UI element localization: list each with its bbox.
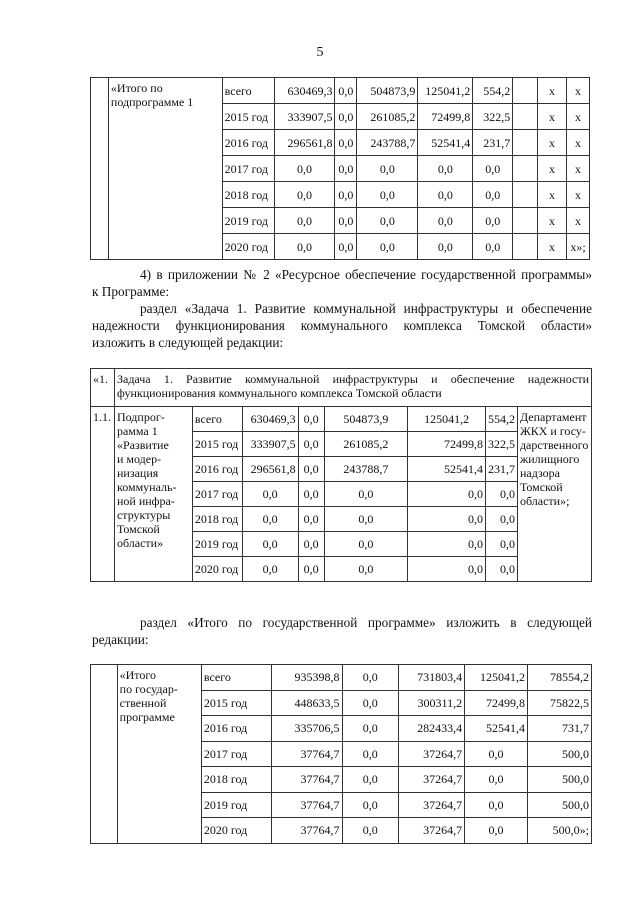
text-line: коммуналь- xyxy=(116,480,177,494)
value-cell: x xyxy=(538,130,567,156)
value-cell: 37764,7 xyxy=(272,741,342,767)
value-cell: 0,0 xyxy=(485,507,517,532)
period-cell: всего xyxy=(192,407,242,432)
text-line: области»; xyxy=(519,494,570,508)
value-cell: 0,0 xyxy=(408,482,486,507)
value-cell: 0,0 xyxy=(335,104,357,130)
value-cell: 125041,2 xyxy=(408,407,486,432)
text-line: редакции: xyxy=(92,632,149,647)
text-line: Подпрог- xyxy=(116,410,165,424)
value-cell xyxy=(513,234,538,260)
value-cell: 0,0 xyxy=(473,156,513,182)
value-cell: 0,0 xyxy=(465,818,528,844)
value-cell: 0,0 xyxy=(298,432,324,457)
value-cell: 322,5 xyxy=(485,432,517,457)
value-cell: 0,0 xyxy=(335,130,357,156)
text-line: Департамент xyxy=(519,410,587,424)
value-cell: 0,0 xyxy=(335,156,357,182)
text-line: ЖКХ и госу- xyxy=(519,424,586,438)
value-cell: 0,0 xyxy=(324,532,408,557)
value-cell: 333907,5 xyxy=(274,104,335,130)
text-line: жилищного xyxy=(519,452,580,466)
value-cell: x xyxy=(538,78,567,104)
value-cell: 0,0 xyxy=(298,532,324,557)
value-cell: 0,0 xyxy=(342,665,398,691)
value-cell: 0,0 xyxy=(357,208,418,234)
executor-cell xyxy=(517,407,591,582)
value-cell: 0,0 xyxy=(298,557,324,582)
period-cell: 2020 год xyxy=(201,818,271,844)
value-cell: 0,0 xyxy=(242,532,298,557)
period-cell: 2018 год xyxy=(222,182,274,208)
value-cell: 261085,2 xyxy=(324,432,408,457)
value-cell: 0,0 xyxy=(298,457,324,482)
value-cell: 0,0 xyxy=(357,156,418,182)
value-cell: 52541,4 xyxy=(465,716,528,742)
value-cell: 0,0 xyxy=(342,690,398,716)
period-cell: 2019 год xyxy=(192,532,242,557)
value-cell xyxy=(513,104,538,130)
value-cell: 0,0 xyxy=(418,234,473,260)
period-cell: 2017 год xyxy=(222,156,274,182)
value-cell: x xyxy=(538,208,567,234)
value-cell: 37264,7 xyxy=(399,792,465,818)
text-line: Томской xyxy=(519,480,563,494)
task-number: «1. xyxy=(91,369,115,407)
empty-cell xyxy=(91,78,109,260)
value-cell: 37764,7 xyxy=(272,818,342,844)
value-cell: 296561,8 xyxy=(274,130,335,156)
text-line: ной инфра- xyxy=(116,494,175,508)
value-cell: x xyxy=(538,156,567,182)
text-line: «Развитие xyxy=(116,438,169,452)
value-cell: 0,0 xyxy=(335,234,357,260)
value-cell: 0,0 xyxy=(242,557,298,582)
value-cell: 0,0 xyxy=(274,208,335,234)
value-cell: 0,0 xyxy=(408,557,486,582)
value-cell: 335706,5 xyxy=(272,716,342,742)
value-cell: 296561,8 xyxy=(242,457,298,482)
value-cell: 0,0 xyxy=(298,482,324,507)
value-cell: 500,0 xyxy=(527,792,591,818)
period-cell: 2020 год xyxy=(192,557,242,582)
value-cell: x xyxy=(566,104,589,130)
value-cell: 935398,8 xyxy=(272,665,342,691)
period-cell: 2019 год xyxy=(201,792,271,818)
value-cell: 282433,4 xyxy=(399,716,465,742)
value-cell xyxy=(513,78,538,104)
text-line: «Итого xyxy=(119,668,157,682)
amendment-paragraph-2 xyxy=(92,614,592,648)
value-cell: 0,0 xyxy=(274,156,335,182)
value-cell: x xyxy=(566,208,589,234)
period-cell: 2019 год xyxy=(222,208,274,234)
value-cell: 0,0 xyxy=(418,208,473,234)
value-cell: 72499,8 xyxy=(465,690,528,716)
value-cell: 0,0 xyxy=(242,482,298,507)
value-cell xyxy=(513,182,538,208)
value-cell: 261085,2 xyxy=(357,104,418,130)
text-line: дарственного xyxy=(519,438,589,452)
value-cell xyxy=(513,130,538,156)
value-cell: x xyxy=(538,182,567,208)
value-cell: x xyxy=(566,130,589,156)
text-line: 4) в приложении № 2 «Ресурсное обеспечение государственной программы» xyxy=(140,267,592,282)
value-cell: 37264,7 xyxy=(399,767,465,793)
item-number: 1.1. xyxy=(91,407,115,582)
value-cell: 731,7 xyxy=(527,716,591,742)
value-cell: 0,0 xyxy=(324,507,408,532)
value-cell: 0,0 xyxy=(485,557,517,582)
text-line: надзора xyxy=(519,466,560,480)
period-cell: 2015 год xyxy=(192,432,242,457)
period-cell: 2017 год xyxy=(192,482,242,507)
period-cell: 2016 год xyxy=(201,716,271,742)
value-cell: 37264,7 xyxy=(399,741,465,767)
page-number: 5 xyxy=(316,45,324,60)
subprogram-total-table xyxy=(90,77,590,260)
value-cell: 500,0 xyxy=(527,741,591,767)
value-cell: 0,0 xyxy=(335,208,357,234)
value-cell: 500,0 xyxy=(527,767,591,793)
value-cell: 630469,3 xyxy=(242,407,298,432)
period-cell: 2015 год xyxy=(222,104,274,130)
program-total-label xyxy=(117,665,201,844)
value-cell: 0,0 xyxy=(342,716,398,742)
value-cell: 0,0 xyxy=(342,792,398,818)
value-cell: 0,0 xyxy=(357,234,418,260)
value-cell: 243788,7 xyxy=(357,130,418,156)
value-cell: 0,0 xyxy=(324,482,408,507)
text-line: по государ- xyxy=(119,682,178,696)
value-cell: 504873,9 xyxy=(324,407,408,432)
text-line: изложить в следующей редакции: xyxy=(92,335,284,350)
value-cell: 52541,4 xyxy=(408,457,486,482)
text-line: Томской xyxy=(116,522,160,536)
period-cell: 2018 год xyxy=(192,507,242,532)
value-cell: 322,5 xyxy=(473,104,513,130)
task-title xyxy=(114,369,591,407)
subprogram-name xyxy=(114,407,192,582)
text-line: к Программе: xyxy=(92,284,170,299)
text-line: области» xyxy=(116,536,164,550)
period-cell: 2015 год xyxy=(201,690,271,716)
value-cell: 0,0 xyxy=(274,182,335,208)
amendment-paragraph-1 xyxy=(92,266,592,351)
value-cell: 231,7 xyxy=(485,457,517,482)
value-cell: 0,0 xyxy=(408,507,486,532)
period-cell: всего xyxy=(201,665,271,691)
value-cell: x xyxy=(566,156,589,182)
text-line: надежности функционирования коммунального комплекса Томской области» xyxy=(92,318,592,333)
text-line: раздел «Итого по государственной программе» изложить в следующей xyxy=(140,615,592,630)
text-line: программе xyxy=(119,710,175,724)
value-cell: 72499,8 xyxy=(408,432,486,457)
value-cell: 0,0 xyxy=(473,208,513,234)
text-line: и модер- xyxy=(116,452,162,466)
period-cell: 2016 год xyxy=(222,130,274,156)
value-cell: 231,7 xyxy=(473,130,513,156)
value-cell: 0,0 xyxy=(465,767,528,793)
value-cell: 500,0»; xyxy=(527,818,591,844)
value-cell: 0,0 xyxy=(335,78,357,104)
value-cell: 0,0 xyxy=(418,156,473,182)
task-title-line: функционирования коммунального комплекса Томской области xyxy=(116,386,442,400)
value-cell: 0,0 xyxy=(408,532,486,557)
text-line: структуры xyxy=(116,508,171,522)
value-cell: 504873,9 xyxy=(357,78,418,104)
value-cell: x xyxy=(538,104,567,130)
value-cell: 554,2 xyxy=(473,78,513,104)
value-cell: 37764,7 xyxy=(272,767,342,793)
value-cell: 72499,8 xyxy=(418,104,473,130)
text-line: низация xyxy=(116,466,159,480)
text-line: рамма 1 xyxy=(116,424,158,438)
value-cell: 75822,5 xyxy=(527,690,591,716)
value-cell: 0,0 xyxy=(298,407,324,432)
value-cell: 300311,2 xyxy=(399,690,465,716)
value-cell: x xyxy=(566,78,589,104)
value-cell: 0,0 xyxy=(485,482,517,507)
task-title-line: Задача 1. Развитие коммунальной инфраструктуры и обеспечение надежности xyxy=(116,372,589,386)
program-total-table xyxy=(90,664,592,844)
value-cell: 333907,5 xyxy=(242,432,298,457)
value-cell: 37764,7 xyxy=(272,792,342,818)
task1-table xyxy=(90,368,592,582)
value-cell: 0,0 xyxy=(473,234,513,260)
value-cell: 554,2 xyxy=(485,407,517,432)
value-cell: x xyxy=(538,234,567,260)
subprogram-total-label: «Итого по подпрограмме 1 xyxy=(108,78,222,260)
value-cell: 0,0 xyxy=(298,507,324,532)
value-cell: 125041,2 xyxy=(465,665,528,691)
value-cell: 0,0 xyxy=(342,767,398,793)
value-cell: 243788,7 xyxy=(324,457,408,482)
period-cell: 2016 год xyxy=(192,457,242,482)
value-cell: 0,0 xyxy=(465,741,528,767)
value-cell: 0,0 xyxy=(335,182,357,208)
text-line: ственной xyxy=(119,696,167,710)
value-cell: 0,0 xyxy=(418,182,473,208)
period-cell: 2017 год xyxy=(201,741,271,767)
value-cell: 0,0 xyxy=(473,182,513,208)
value-cell: 448633,5 xyxy=(272,690,342,716)
value-cell: 0,0 xyxy=(342,741,398,767)
value-cell: 630469,3 xyxy=(274,78,335,104)
value-cell: 731803,4 xyxy=(399,665,465,691)
value-cell: 0,0 xyxy=(485,532,517,557)
value-cell: 0,0 xyxy=(324,557,408,582)
period-cell: 2020 год xyxy=(222,234,274,260)
period-cell: 2018 год xyxy=(201,767,271,793)
value-cell xyxy=(513,208,538,234)
value-cell: 0,0 xyxy=(357,182,418,208)
value-cell: 0,0 xyxy=(465,792,528,818)
value-cell: 0,0 xyxy=(342,818,398,844)
value-cell: 0,0 xyxy=(242,507,298,532)
value-cell xyxy=(513,156,538,182)
text-line: раздел «Задача 1. Развитие коммунальной инфраструктуры и обеспечение xyxy=(140,301,592,316)
value-cell: 78554,2 xyxy=(527,665,591,691)
empty-cell xyxy=(91,665,118,844)
value-cell: 52541,4 xyxy=(418,130,473,156)
value-cell: 37264,7 xyxy=(399,818,465,844)
value-cell: x xyxy=(566,182,589,208)
value-cell: 0,0 xyxy=(274,234,335,260)
period-cell: всего xyxy=(222,78,274,104)
value-cell: x»; xyxy=(566,234,589,260)
value-cell: 125041,2 xyxy=(418,78,473,104)
